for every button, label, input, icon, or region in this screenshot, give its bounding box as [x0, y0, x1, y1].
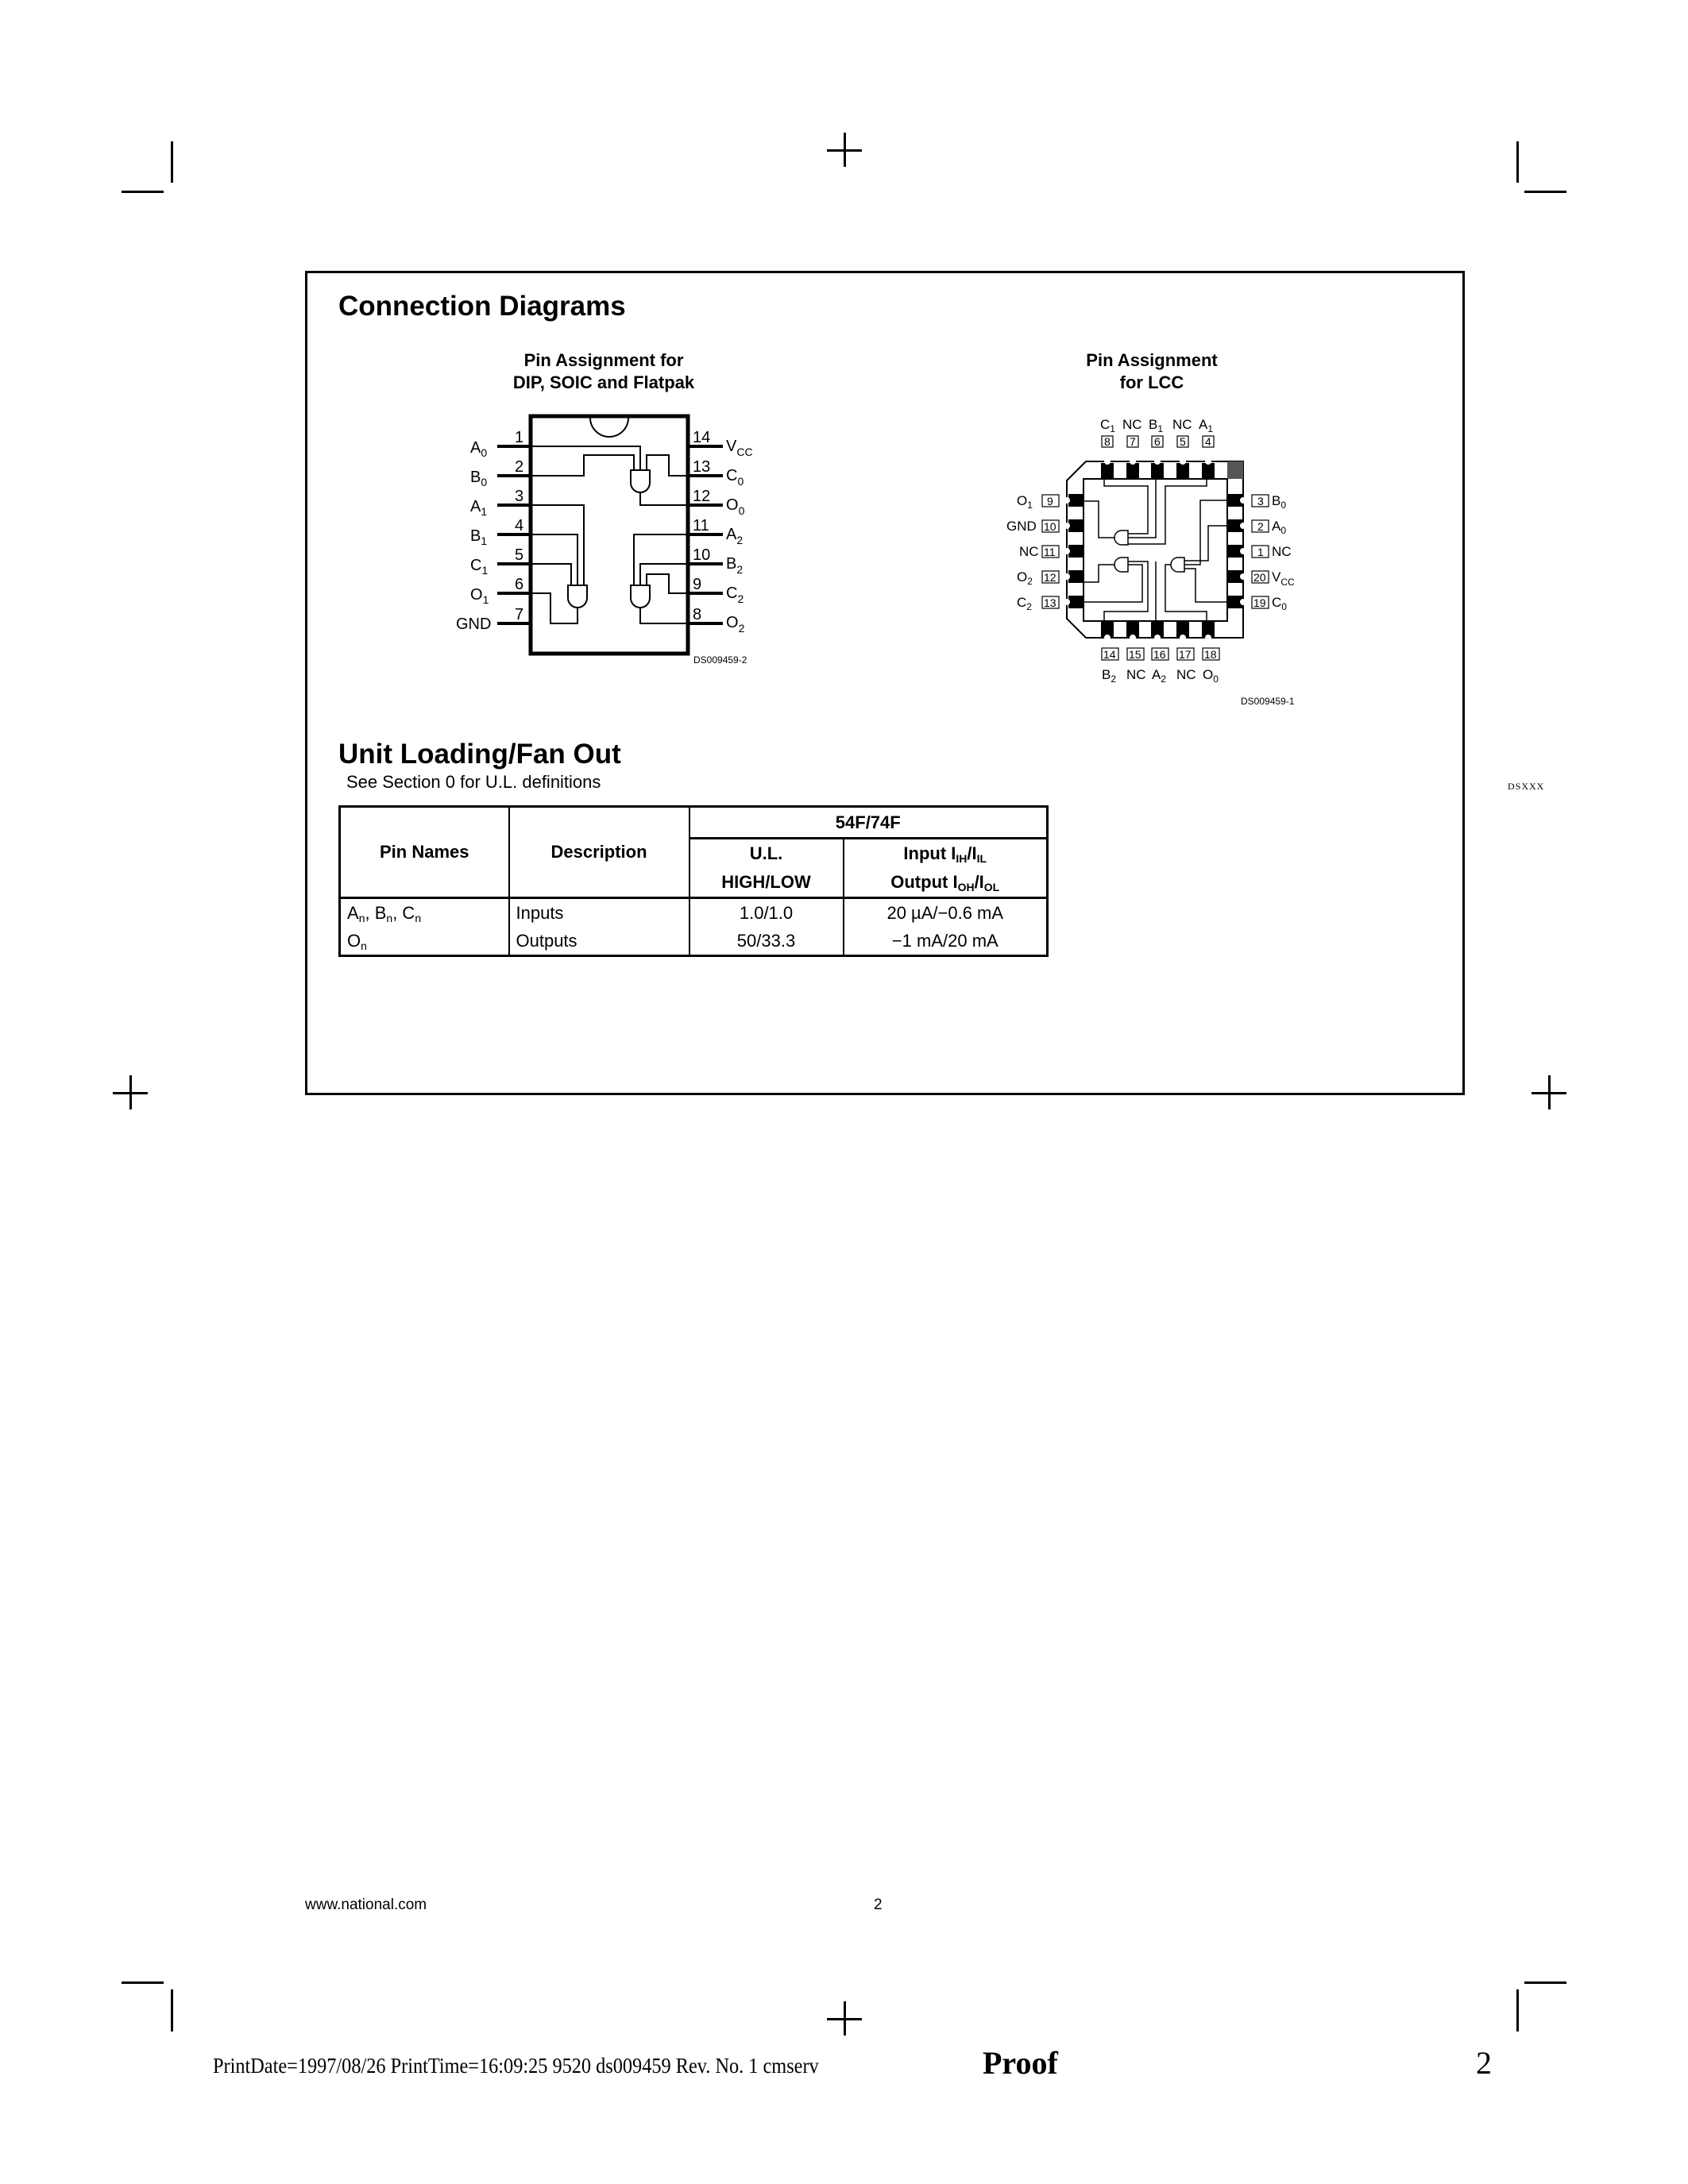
dip-title-line2: DIP, SOIC and Flatpak: [512, 372, 695, 392]
dip-connection-diagram: [445, 401, 763, 671]
table-row: [340, 898, 1048, 928]
svg-text:NC: NC: [1172, 417, 1192, 432]
dip-figure-id: DS009459-2: [693, 654, 747, 666]
svg-text:9: 9: [1047, 495, 1053, 507]
header-ul-line2: HIGH/LOW: [689, 868, 844, 898]
svg-text:NC: NC: [1019, 544, 1039, 559]
cell-description: Outputs: [509, 927, 689, 956]
cell-description: Inputs: [509, 898, 689, 928]
lcc-title-line1: Pin Assignment: [1086, 350, 1218, 370]
svg-text:2: 2: [1257, 520, 1264, 533]
svg-text:GND: GND: [456, 615, 492, 633]
svg-text:A1: $A_1$: [1199, 417, 1214, 434]
dip-diagram-title: [477, 349, 731, 394]
svg-text:2: 2: [515, 458, 524, 476]
svg-text:20: 20: [1253, 571, 1266, 584]
svg-text:B2: $B_2$: [726, 555, 744, 576]
svg-text:6: 6: [515, 576, 524, 593]
print-info-line: PrintDate=1997/08/26 PrintTime=16:09:25 9520 ds009459 Rev. No. 1 cmserv: [213, 2054, 819, 2078]
svg-text:B1: $B_1$: [1149, 417, 1164, 434]
print-page-number: 2: [1476, 2045, 1492, 2081]
lcc-diagram-title: [1025, 349, 1279, 394]
cell-ul: 1.0/1.0: [689, 898, 844, 928]
svg-text:B1: $B_1$: [470, 527, 488, 547]
svg-text:VCC: $V_{CC}$: [726, 438, 753, 458]
svg-text:7: 7: [515, 606, 524, 623]
footer-page-number: 2: [874, 1897, 883, 1913]
cell-io: 20 µA/−0.6 mA: [844, 898, 1048, 928]
svg-text:19: 19: [1253, 596, 1266, 609]
svg-text:11: 11: [1044, 546, 1056, 558]
svg-text:13: 13: [693, 458, 711, 476]
svg-text:4: 4: [515, 517, 524, 534]
svg-text:1: 1: [1257, 546, 1264, 558]
lcc-figure-id: DS009459-1: [1241, 696, 1295, 707]
svg-text:C0: $C_0$: [1272, 595, 1287, 612]
svg-text:B0: $B_0$: [470, 469, 488, 488]
svg-text:5: 5: [515, 546, 524, 564]
svg-text:9: 9: [693, 576, 702, 593]
lcc-connection-diagram: [1001, 401, 1335, 703]
svg-text:10: 10: [1044, 520, 1056, 533]
svg-text:15: 15: [1129, 648, 1141, 661]
svg-text:10: 10: [693, 546, 711, 564]
svg-text:A1: $A_1$: [470, 498, 488, 518]
unit-loading-heading: Unit Loading/Fan Out: [338, 739, 621, 770]
cell-ul: 50/33.3: [689, 927, 844, 956]
svg-text:NC: NC: [1272, 544, 1292, 559]
header-io-line2: Output $I_{OH}/I_{OL}$: [844, 868, 1048, 898]
svg-text:O2: $O_2$: [1017, 569, 1033, 587]
svg-text:6: 6: [1154, 435, 1161, 448]
svg-text:B0: $B_0$: [1272, 493, 1287, 511]
svg-text:C2: $C_2$: [726, 585, 744, 605]
svg-text:C1: $C_1$: [470, 557, 489, 577]
footer-website-link[interactable]: www.national.com: [305, 1897, 427, 1913]
svg-text:8: 8: [693, 606, 702, 623]
svg-text:5: 5: [1180, 435, 1186, 448]
svg-text:14: 14: [693, 429, 711, 446]
svg-text:O2: $O_2$: [726, 614, 745, 635]
svg-text:NC: NC: [1126, 667, 1146, 682]
svg-text:3: 3: [1257, 495, 1264, 507]
svg-text:13: 13: [1044, 596, 1056, 609]
header-group-54f74f: 54F/74F: [689, 807, 1048, 839]
svg-text:8: 8: [1104, 435, 1111, 448]
proof-label: Proof: [983, 2045, 1058, 2081]
svg-text:C2: $C_2$: [1017, 595, 1032, 612]
svg-text:1: 1: [515, 429, 524, 446]
svg-text:O1: $O_1$: [1017, 493, 1033, 511]
table-row: [340, 927, 1048, 956]
svg-text:A0: $A_0$: [470, 439, 488, 459]
svg-text:A2: $A_2$: [726, 526, 744, 546]
lcc-title-line2: for LCC: [1119, 372, 1184, 392]
side-label: DSXXX: [1508, 781, 1545, 792]
cell-io: −1 mA/20 mA: [844, 927, 1048, 956]
svg-text:3: 3: [515, 488, 524, 505]
svg-text:A0: $A_0$: [1272, 519, 1287, 536]
unit-loading-table: [338, 805, 1049, 957]
svg-text:16: 16: [1153, 648, 1166, 661]
connection-diagrams-heading: Connection Diagrams: [338, 291, 626, 322]
svg-text:O0: $O_0$: [726, 496, 745, 517]
svg-text:4: 4: [1205, 435, 1211, 448]
svg-text:18: 18: [1204, 648, 1217, 661]
svg-text:NC: NC: [1122, 417, 1142, 432]
unit-loading-note: See Section 0 for U.L. definitions: [346, 772, 601, 792]
svg-text:O1: $O_1$: [470, 586, 489, 606]
cell-pin-names: $O_n$: [340, 927, 509, 956]
svg-text:7: 7: [1130, 435, 1136, 448]
svg-text:NC: NC: [1176, 667, 1196, 682]
svg-text:C0: $C_0$: [726, 467, 744, 488]
svg-text:17: 17: [1179, 648, 1192, 661]
svg-text:11: 11: [693, 517, 709, 534]
svg-text:12: 12: [693, 488, 711, 505]
svg-text:GND: GND: [1006, 519, 1037, 534]
svg-text:O0: $O_0$: [1203, 667, 1219, 685]
dip-title-line1: Pin Assignment for: [523, 350, 684, 370]
cell-pin-names: $A_n$, $B_n$, $C_n$: [340, 898, 509, 928]
svg-text:A2: $A_2$: [1152, 667, 1167, 685]
svg-text:B2: $B_2$: [1102, 667, 1117, 685]
header-ul-line1: U.L.: [689, 839, 844, 869]
svg-text:VCC: $V_{CC}$: [1272, 569, 1295, 588]
svg-text:14: 14: [1103, 648, 1116, 661]
header-io-line1: Input $I_{IH}/I_{IL}$: [844, 839, 1048, 869]
header-description: Description: [509, 807, 689, 898]
svg-text:C1: $C_1$: [1100, 417, 1115, 434]
header-pin-names: Pin Names: [340, 807, 509, 898]
svg-text:12: 12: [1044, 571, 1056, 584]
